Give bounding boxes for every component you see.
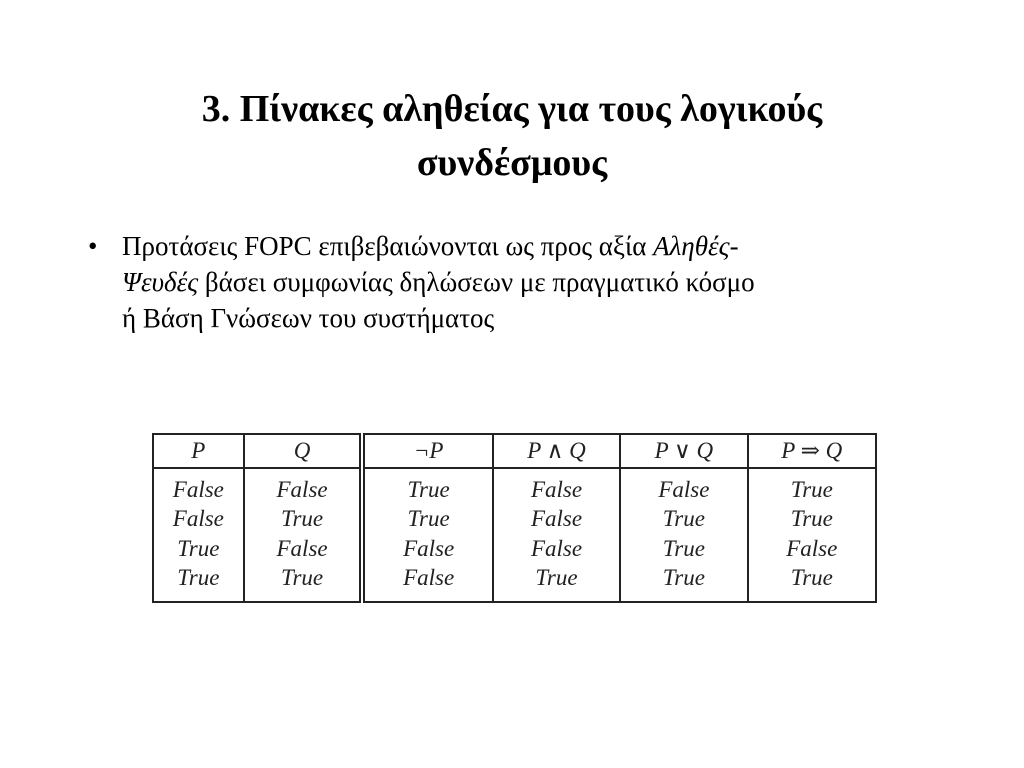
bullet-line-2 bbox=[122, 264, 944, 300]
table-row bbox=[153, 505, 876, 535]
truth-table bbox=[152, 433, 877, 603]
bullet-icon: • bbox=[88, 231, 98, 261]
table-row bbox=[153, 468, 876, 505]
table-cell: True bbox=[153, 534, 244, 564]
truth-table-header-row bbox=[153, 434, 876, 468]
table-cell: True bbox=[362, 505, 492, 535]
table-cell: False bbox=[620, 468, 747, 505]
table-cell: True bbox=[362, 468, 492, 505]
table-cell: True bbox=[244, 505, 363, 535]
header-q: Q bbox=[244, 434, 363, 468]
bullet-line-3: ή Βάση Γνώσεων του συστήματος bbox=[122, 303, 495, 333]
header-p-and-q: P ∧ Q bbox=[493, 434, 620, 468]
table-cell: True bbox=[493, 564, 620, 603]
bullet-item bbox=[84, 228, 944, 336]
slide-title-line-1: 3. Πίνακες αληθείας για τους λογικούς bbox=[201, 88, 823, 130]
bullet-list bbox=[84, 228, 944, 336]
table-cell: False bbox=[493, 505, 620, 535]
table-row bbox=[153, 564, 876, 603]
table-cell: True bbox=[620, 564, 747, 603]
table-cell: True bbox=[790, 565, 833, 591]
bullet-line-1 bbox=[122, 228, 944, 264]
table-cell: True bbox=[153, 564, 244, 603]
table-cell: False bbox=[153, 505, 244, 535]
table-cell: True bbox=[620, 534, 747, 564]
slide-title bbox=[80, 82, 944, 190]
table-cell: False bbox=[493, 468, 620, 505]
table-cell: True bbox=[620, 505, 747, 535]
table-cell: False bbox=[244, 534, 363, 564]
table-cell: False bbox=[493, 534, 620, 564]
table-cell: False bbox=[153, 468, 244, 505]
table-cell: False bbox=[362, 534, 492, 564]
bullet-dash: - bbox=[729, 231, 739, 261]
table-row bbox=[153, 534, 876, 564]
bullet-line-1-text: Προτάσεις FOPC επιβεβαιώνονται ως προς αξία bbox=[122, 231, 654, 261]
header-p: P bbox=[153, 434, 244, 468]
bullet-line-2-text: βάσει συμφωνίας δηλώσεων με πραγματικό κόσμο bbox=[198, 267, 755, 297]
header-not-p: ¬P bbox=[362, 434, 492, 468]
bullet-true-word: Αληθές bbox=[653, 231, 730, 261]
slide-title-line-2: συνδέσμους bbox=[416, 142, 608, 184]
table-cell: False bbox=[786, 535, 838, 561]
bullet-false-word: Ψευδές bbox=[122, 267, 199, 297]
table-cell: False bbox=[244, 468, 363, 505]
table-cell: True bbox=[790, 476, 833, 502]
header-p-or-q: P ∨ Q bbox=[620, 434, 747, 468]
table-cell: True bbox=[244, 564, 363, 603]
table-cell: False bbox=[362, 564, 492, 603]
header-p-implies-q: P ⇒ Q bbox=[748, 434, 876, 468]
table-cell: True bbox=[790, 506, 833, 532]
